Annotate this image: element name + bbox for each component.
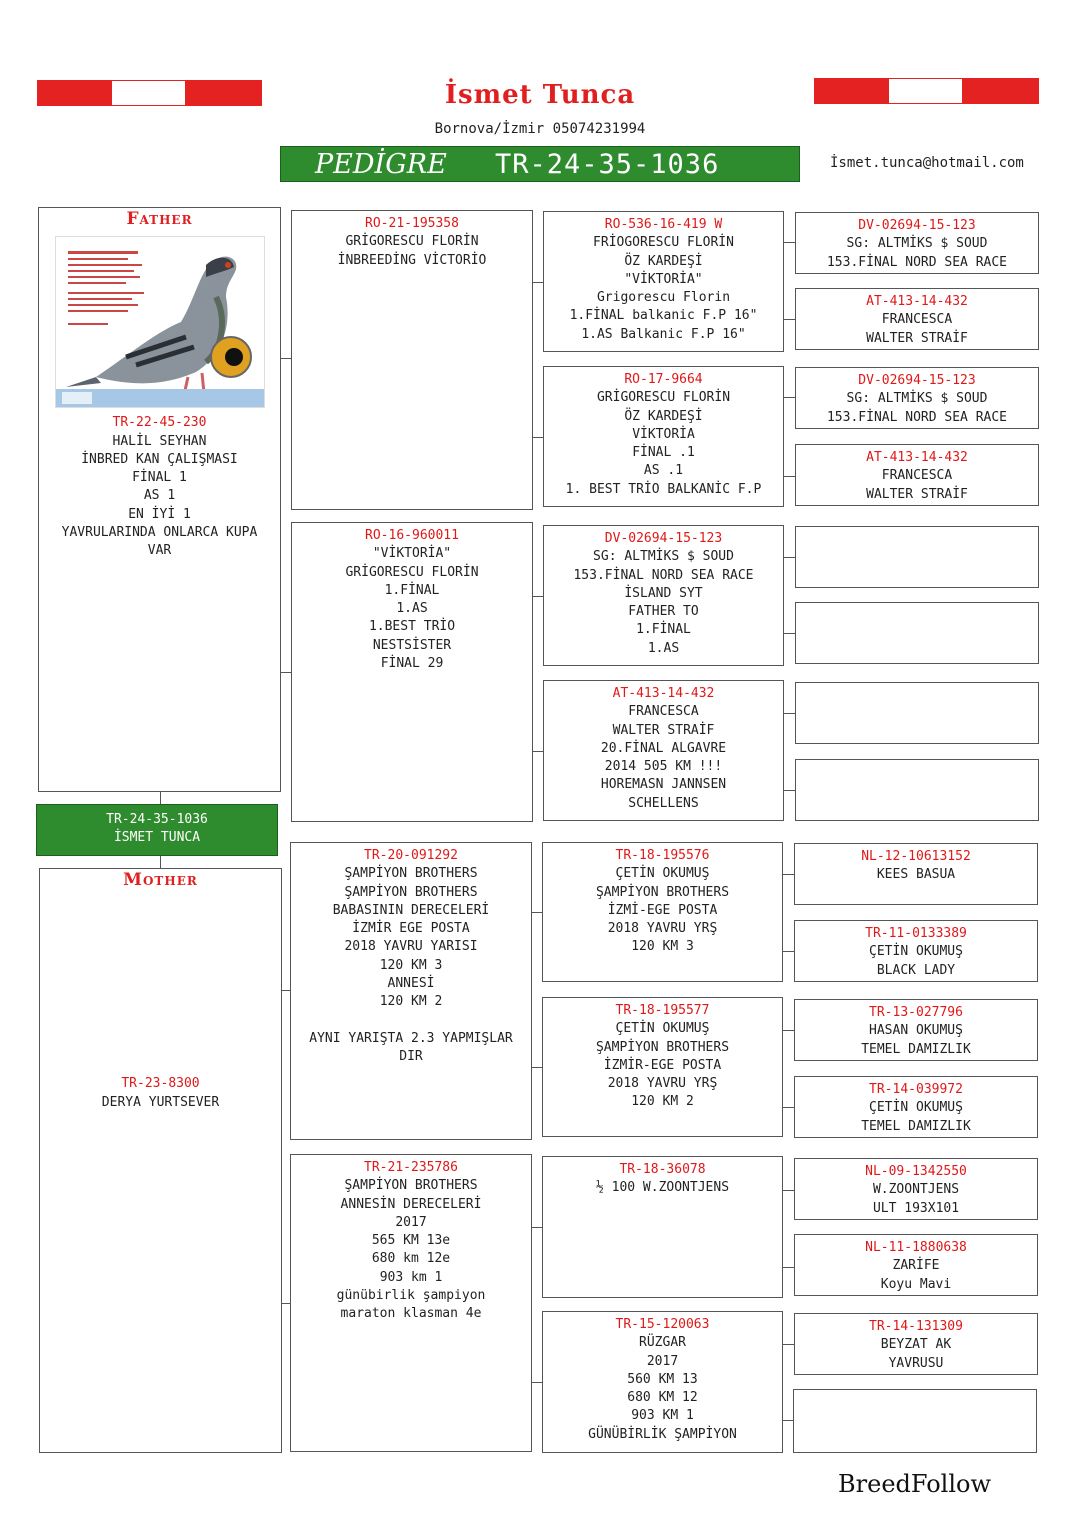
gen4-line: ZARİFE — [892, 1258, 940, 1274]
gen3-line: 560 KM 13 — [627, 1371, 698, 1387]
gen3-line: İZMİ-EGE POSTA — [607, 902, 718, 918]
gen4-box-9 — [794, 843, 1038, 905]
gen2-line: 120 KM 3 — [379, 957, 443, 973]
gen3-line: 120 KM 2 — [631, 1094, 694, 1110]
gen2-ring: RO-21-195358 — [365, 216, 459, 231]
gen4-ring: TR-13-027796 — [869, 1005, 963, 1020]
gen3-box-6 — [542, 997, 783, 1137]
gen4-line: WALTER STRAİF — [866, 330, 968, 346]
gen2-line: 1.FİNAL — [384, 582, 440, 598]
gen4-box-6 — [795, 602, 1039, 664]
gen3-line: ½ 100 W.ZOONTJENS — [595, 1180, 730, 1196]
gen3-line: HOREMASN JANNSEN — [600, 777, 727, 793]
gen2-line: GRİGORESCU FLORİN — [345, 564, 479, 580]
father-box — [38, 207, 281, 792]
gen2-line: ANNESİ — [387, 976, 435, 992]
gen3-line: GRİGORESCU FLORİN — [596, 390, 731, 406]
mother-line: DERYA YURTSEVER — [101, 1094, 220, 1110]
gen3-box-8 — [542, 1311, 783, 1453]
gen3-ring: RO-536-16-419 W — [604, 217, 723, 232]
gen3-ring: TR-18-195577 — [615, 1003, 710, 1018]
gen3-box-4 — [543, 680, 784, 821]
father-line: FİNAL 1 — [132, 470, 187, 486]
father-line: YAVRULARINDA ONLARCA KUPA — [61, 525, 258, 541]
gen2-line: 680 km 12e — [371, 1251, 451, 1267]
gen4-line: TEMEL DAMIZLIK — [861, 1118, 971, 1134]
gen4-ring: NL-12-10613152 — [861, 849, 971, 864]
gen4-ring: TR-14-131309 — [869, 1319, 963, 1334]
gen3-line: 680 KM 12 — [627, 1390, 698, 1406]
father-heading: Father — [126, 209, 193, 229]
gen4-line: Koyu Mavi — [880, 1276, 952, 1292]
owner-name: İsmet Tunca — [444, 80, 636, 110]
gen3-line: FRİOGORESCU FLORİN — [593, 235, 734, 251]
gen3-line: 1. BEST TRİO BALKANİC F.P — [565, 481, 762, 497]
gen3-line: WALTER STRAİF — [612, 722, 715, 738]
gen2-ring: TR-21-235786 — [364, 1160, 458, 1175]
gen3-ring: TR-18-195576 — [615, 848, 710, 863]
gen3-ring: TR-15-120063 — [615, 1317, 710, 1332]
gen4-line: ÇETİN OKUMUŞ — [869, 1100, 963, 1116]
gen4-box-12 — [794, 1076, 1038, 1138]
gen3-line: VİKTORİA — [632, 426, 695, 442]
gen2-box-2 — [291, 522, 533, 822]
gen2-line: günübirlik şampiyon — [336, 1288, 486, 1304]
gen2-line: 1.AS — [396, 601, 428, 617]
gen4-ring: NL-09-1342550 — [865, 1164, 967, 1179]
gen3-box-2 — [543, 366, 784, 507]
gen4-box-5 — [795, 526, 1039, 588]
pigeon-photo — [55, 236, 265, 408]
gen2-box-1 — [291, 210, 533, 510]
gen3-line: ÇETİN OKUMUŞ — [615, 866, 710, 882]
gen4-ring: TR-11-0133389 — [865, 926, 967, 941]
gen3-ring: TR-18-36078 — [619, 1162, 706, 1177]
subject-bird-box — [36, 804, 278, 856]
gen2-ring: RO-16-960011 — [365, 528, 459, 543]
gen3-line: RÜZGAR — [639, 1335, 686, 1351]
gen3-box-7 — [542, 1156, 783, 1298]
mother-ring: TR-23-8300 — [121, 1076, 200, 1092]
gen2-line: İNBREEDİNG VİCTORİO — [337, 252, 487, 268]
gen2-line: 2018 YAVRU YARISI — [344, 939, 478, 955]
gen4-ring: NL-11-1880638 — [865, 1240, 967, 1255]
gen2-line: DIR — [399, 1048, 423, 1064]
father-line: HALİL SEYHAN — [112, 433, 207, 449]
gen3-line: 153.FİNAL NORD SEA RACE — [573, 567, 754, 583]
gen4-line: SG: ALTMİKS $ SOUD — [846, 236, 988, 252]
gen2-line: "VİKTORİA" — [372, 546, 452, 562]
gen2-line: maraton klasman 4e — [340, 1306, 482, 1322]
pedigree-banner — [280, 146, 800, 182]
gen4-box-7 — [795, 682, 1039, 744]
gen2-line: ŞAMPİYON BROTHERS — [344, 1178, 478, 1194]
gen3-line: 1.AS Balkanic F.P 16" — [581, 326, 746, 342]
gen4-line: FRANCESCA — [881, 468, 953, 484]
gen2-line: 565 KM 13e — [371, 1233, 451, 1249]
gen3-box-1 — [543, 211, 784, 352]
gen3-line: 2018 YAVRU YRŞ — [607, 921, 718, 937]
father-line: VAR — [147, 543, 172, 559]
subject-ring: TR-24-35-1036 — [106, 812, 208, 827]
gen3-line: ÇETİN OKUMUŞ — [615, 1021, 710, 1037]
gen4-box-16 — [793, 1389, 1037, 1453]
gen3-line: AS .1 — [643, 463, 684, 479]
gen2-line: ŞAMPİYON BROTHERS — [344, 866, 478, 882]
gen4-line: WALTER STRAİF — [866, 486, 968, 502]
gen4-line: ULT 193X101 — [872, 1200, 960, 1216]
gen2-line: BABASININ DERECELERİ — [332, 902, 490, 918]
gen3-box-3 — [543, 525, 784, 666]
gen4-ring: AT-413-14-432 — [866, 294, 968, 309]
gen3-line: 2017 — [646, 1353, 679, 1369]
gen3-box-5 — [542, 842, 783, 982]
gen3-line: FİNAL .1 — [632, 445, 695, 461]
gen3-ring: AT-413-14-432 — [612, 686, 715, 701]
gen3-line: "VİKTORİA" — [624, 271, 703, 287]
gen4-ring: TR-14-039972 — [869, 1082, 963, 1097]
pedigree-ring: TR-24-35-1036 — [495, 148, 720, 180]
gen4-box-13 — [794, 1158, 1038, 1220]
gen3-line: ŞAMPİYON BROTHERS — [595, 884, 730, 900]
gen2-line: ŞAMPİYON BROTHERS — [344, 884, 478, 900]
gen2-line: NESTSİSTER — [372, 637, 452, 653]
gen3-line: FATHER TO — [628, 604, 699, 620]
gen4-box-11 — [794, 999, 1038, 1061]
gen3-line: 2014 505 KM !!! — [604, 759, 723, 775]
gen4-box-2 — [795, 288, 1039, 350]
gen3-line: SG: ALTMİKS $ SOUD — [593, 549, 734, 565]
gen4-line: 153.FİNAL NORD SEA RACE — [826, 254, 1007, 270]
gen2-box-3 — [290, 842, 532, 1140]
gen3-line: 20.FİNAL ALGAVRE — [600, 740, 727, 756]
father-line: İNBRED KAN ÇALIŞMASI — [81, 451, 238, 467]
gen4-line: 153.FİNAL NORD SEA RACE — [826, 409, 1007, 425]
gen2-line: 1.BEST TRİO — [368, 619, 456, 635]
gen3-line: 120 KM 3 — [631, 939, 694, 955]
gen3-line: 2018 YAVRU YRŞ — [607, 1076, 718, 1092]
gen2-line: İZMİR EGE POSTA — [352, 921, 470, 937]
gen3-line: 1.AS — [647, 640, 680, 656]
gen3-line: İZMİR-EGE POSTA — [603, 1057, 722, 1073]
gen4-line: SG: ALTMİKS $ SOUD — [846, 391, 988, 407]
gen3-line: 903 KM 1 — [631, 1408, 694, 1424]
gen2-line — [291, 1012, 531, 1030]
father-line: AS 1 — [143, 488, 176, 504]
gen2-line: 903 km 1 — [379, 1269, 443, 1285]
gen3-line: ÖZ KARDEŞİ — [624, 253, 703, 269]
gen3-line: ŞAMPİYON BROTHERS — [595, 1039, 730, 1055]
gen4-line: W.ZOONTJENS — [872, 1182, 960, 1198]
owner-address-phone: Bornova/İzmir 05074231994 — [434, 121, 646, 137]
gen2-line: ANNESİN DERECELERİ — [340, 1196, 482, 1212]
gen4-line: KEES BASUA — [876, 867, 956, 883]
gen4-box-1 — [795, 212, 1039, 274]
gen3-line: GÜNÜBİRLİK ŞAMPİYON — [588, 1426, 737, 1442]
gen2-line: GRİGORESCU FLORİN — [345, 234, 479, 250]
gen2-line: 120 KM 2 — [379, 994, 443, 1010]
gen2-line: AYNI YARIŞTA 2.3 YAPMIŞLAR — [309, 1030, 513, 1046]
owner-email: İsmet.tunca@hotmail.com — [830, 155, 1024, 171]
gen2-ring: TR-20-091292 — [364, 848, 458, 863]
breedfollow-brand: BreedFollow — [838, 1470, 992, 1498]
gen4-box-3 — [795, 367, 1039, 429]
gen3-line: 1.FİNAL — [636, 622, 691, 638]
gen4-line: FRANCESCA — [881, 312, 953, 328]
gen4-line: TEMEL DAMIZLIK — [861, 1041, 971, 1057]
gen3-line: SCHELLENS — [628, 795, 699, 811]
gen4-ring: DV-02694-15-123 — [858, 373, 976, 388]
gen3-line: FRANCESCA — [628, 704, 699, 720]
gen4-box-14 — [794, 1234, 1038, 1296]
gen3-line: İSLAND SYT — [624, 585, 703, 601]
pedigree-label: PEDİGRE — [315, 148, 447, 180]
gen4-box-4 — [795, 444, 1039, 506]
gen4-box-10 — [794, 920, 1038, 982]
gen3-line: Grigorescu Florin — [596, 290, 731, 306]
gen4-box-15 — [794, 1313, 1038, 1375]
father-line: EN İYİ 1 — [128, 506, 191, 522]
gen3-ring: DV-02694-15-123 — [604, 531, 723, 546]
father-ring: TR-22-45-230 — [112, 415, 207, 431]
mother-heading: Mother — [123, 870, 198, 890]
gen4-ring: AT-413-14-432 — [866, 450, 968, 465]
subject-owner: İSMET TUNCA — [113, 830, 201, 845]
gen3-ring: RO-17-9664 — [624, 372, 703, 387]
gen3-line: ÖZ KARDEŞİ — [624, 408, 703, 424]
gen2-box-4 — [290, 1154, 532, 1452]
gen4-line: ÇETİN OKUMUŞ — [869, 944, 963, 960]
gen4-line: YAVRUSU — [888, 1355, 944, 1371]
gen2-line: 2017 — [395, 1214, 427, 1230]
gen4-line: HASAN OKUMUŞ — [869, 1023, 963, 1039]
gen3-line: 1.FİNAL balkanic F.P 16" — [569, 308, 758, 324]
gen4-ring: DV-02694-15-123 — [858, 218, 976, 233]
gen4-box-8 — [795, 759, 1039, 821]
gen2-line: FİNAL 29 — [380, 656, 444, 672]
gen4-line: BEYZAT AK — [880, 1337, 952, 1353]
mother-box — [39, 868, 282, 1453]
gen4-line: BLACK LADY — [876, 962, 956, 978]
